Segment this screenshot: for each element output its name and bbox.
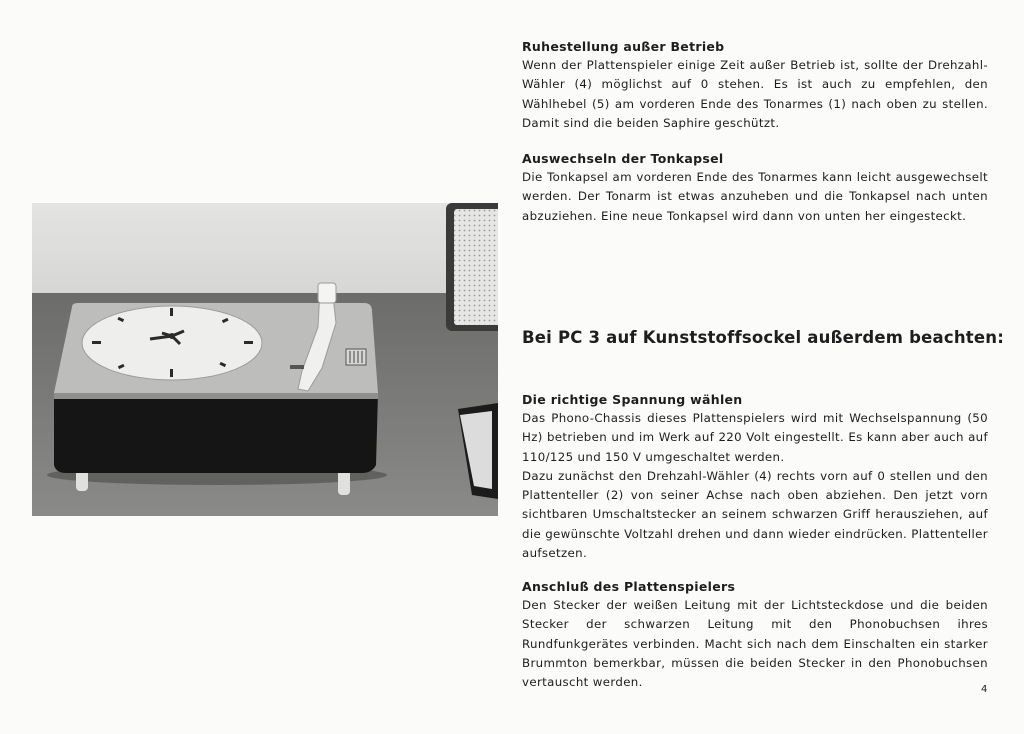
section-title: Die richtige Spannung wählen bbox=[522, 392, 743, 407]
turntable-photo bbox=[32, 203, 498, 516]
section-title: Ruhestellung außer Betrieb bbox=[522, 39, 725, 54]
section-body: Das Phono-Chassis dieses Plattenspielers wird mit Wechselspannung (50 Hz) betrieben und im Werk auf 220 Volt eingestellt. Es kann aber auch auf 110/125 und 150 V umgeschaltet werden. bbox=[522, 411, 988, 464]
section-body: Den Stecker der weißen Leitung mit der Lichtsteckdose und die beiden Stecker der schwarzen Leitung mit den Phonobuchsen ihres Rundfunkgerätes verbinden. Macht sich nach dem Einschalten ein starker Brummton bemerkbar, müssen die beiden Stecker in den Phonobuchsen vertauscht werden. bbox=[522, 598, 988, 690]
pc3-heading: Bei PC 3 auf Kunststoffsockel außerdem beachten: bbox=[522, 328, 1005, 347]
page-number: 4 bbox=[981, 684, 988, 695]
section-body: Wenn der Plattenspieler einige Zeit außer Betrieb ist, sollte der Drehzahl-Wähler (4) möglichst auf 0 stehen. Es ist auch zu empfehlen, den Wählhebel (5) am vorderen Ende des Tonarmes (1) nach oben zu stellen. Damit sind die beiden Saphire geschützt. bbox=[522, 58, 988, 130]
section-title: Anschluß des Plattenspielers bbox=[522, 579, 736, 594]
section-body: Dazu zunächst den Drehzahl-Wähler (4) rechts vorn auf 0 stellen und den Plattenteller (2) von seiner Achse nach oben abziehen. Den jetzt vorn sichtbaren Umschaltstecker an seinem schwarzen Griff herausziehen, auf die gewünschte Voltzahl drehen und dann wieder eindrücken. Plattenteller aufsetzen. bbox=[522, 468, 988, 561]
section-spannung bbox=[522, 391, 988, 563]
section-anschluss bbox=[522, 578, 988, 692]
section-body: Die Tonkapsel am vorderen Ende des Tonarmes kann leicht ausgewechselt werden. Der Tonarm ist etwas anzuheben und die Tonkapsel nach unten abzuziehen. Eine neue Tonkapsel wird dann von unten her eingesteckt. bbox=[522, 170, 988, 223]
section-ruhestellung bbox=[522, 38, 988, 133]
section-tonkapsel bbox=[522, 150, 988, 226]
section-title: Auswechseln der Tonkapsel bbox=[522, 151, 724, 166]
